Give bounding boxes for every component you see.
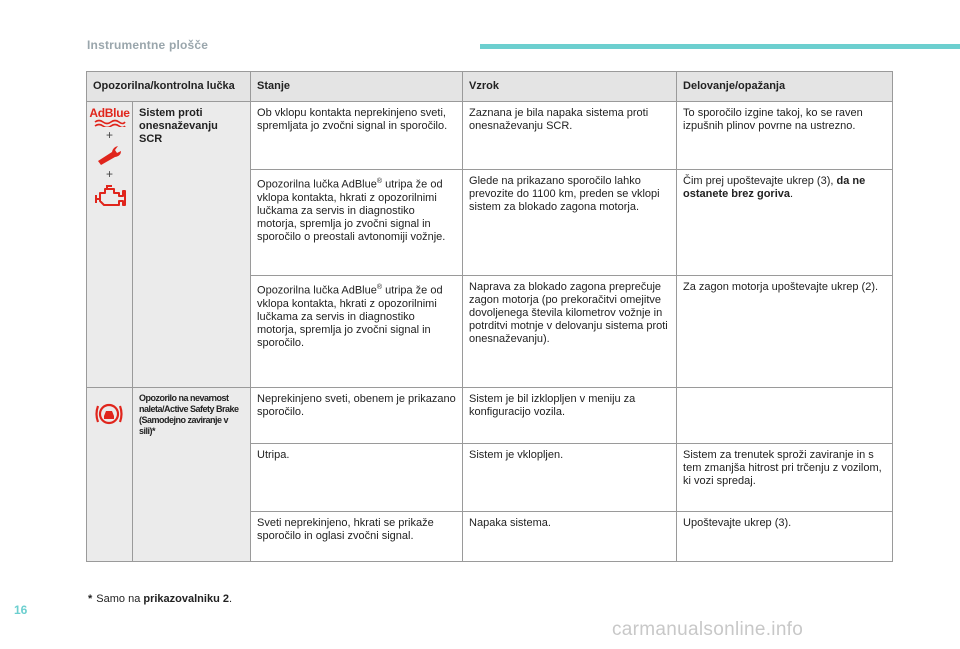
table-cell-cause: Napaka sistema. <box>463 512 677 562</box>
table-header-row <box>87 72 893 102</box>
plus-sign: + <box>105 128 113 142</box>
active-safety-brake-icon <box>93 398 125 430</box>
header-accent-bar <box>480 44 960 49</box>
table-cell-action: Čim prej upoštevajte ukrep (3), da ne ostanete brez goriva. <box>677 170 893 276</box>
table-cell-cause: Sistem je vklopljen. <box>463 444 677 512</box>
engine-diagnostic-icon <box>92 183 128 209</box>
page-number: 16 <box>14 603 28 617</box>
active-brake-system-name: Opozorilo na nevarnost naleta/Active Safety Brake (Samodejno zaviranje v sili)* <box>133 388 251 562</box>
column-header-action: Delovanje/opažanja <box>677 72 893 102</box>
table-cell-action: Upoštevajte ukrep (3). <box>677 512 893 562</box>
section-title: Instrumentne plošče <box>87 38 209 52</box>
footnote: * Samo na prikazovalniku 2. <box>88 593 233 605</box>
table-row <box>87 388 893 444</box>
table-cell-cause: Zaznana je bila napaka sistema proti onesnaževanju SCR. <box>463 102 677 170</box>
active-brake-icon-cell <box>87 388 133 562</box>
column-header-state: Stanje <box>251 72 463 102</box>
table-cell-state: Ob vklopu kontakta neprekinjeno sveti, spremljata jo zvočni signal in sporočilo. <box>251 102 463 170</box>
table-cell-state: Opozorilna lučka AdBlue® utripa že od vklopa kontakta, hkrati z opozorilnimi lučkama za servis in diagnostiko motorja, spremlja jo zvočni signal in sporočilo. <box>251 276 463 388</box>
table-cell-action: Za zagon motorja upoštevajte ukrep (2). <box>677 276 893 388</box>
table-cell-action: Sistem za trenutek sproži zaviranje in s tem zmanjša hitrost pri trčenju z vozilom, ki vozi spredaj. <box>677 444 893 512</box>
column-header-light: Opozorilna/kontrolna lučka <box>87 72 251 102</box>
table-cell-cause: Sistem je bil izklopljen v meniju za konfiguracijo vozila. <box>463 388 677 444</box>
table-cell-action <box>677 388 893 444</box>
footnote-marker: * <box>88 593 93 605</box>
watermark: carmanualsonline.info <box>612 619 804 640</box>
scr-icons-cell <box>87 102 133 388</box>
wrench-service-icon <box>95 144 125 166</box>
table-cell-state: Utripa. <box>251 444 463 512</box>
table-cell-cause: Naprava za blokado zagona preprečuje zagon motorja (po prekoračitvi omejitve dovoljenega števila kilometrov vožnje in potrditvi motnje v delovanju sistema proti onesnaževanju). <box>463 276 677 388</box>
table-cell-cause: Glede na prikazano sporočilo lahko prevozite do 1100 km, preden se vklopi sistem za blokado zagona motorja. <box>463 170 677 276</box>
scr-system-name: Sistem proti onesnaževanju SCR <box>133 102 251 388</box>
adblue-wave-icon <box>93 119 127 127</box>
table-cell-state: Opozorilna lučka AdBlue® utripa že od vklopa kontakta, hkrati z opozorilnimi lučkama za servis in diagnostiko motorja, spremlja jo zvočni signal in sporočilo o preostali avtonomiji vožnje. <box>251 170 463 276</box>
column-header-cause: Vzrok <box>463 72 677 102</box>
table-row <box>87 102 893 170</box>
table-cell-state: Sveti neprekinjeno, hkrati se prikaže sporočilo in oglasi zvočni signal. <box>251 512 463 562</box>
table-cell-state: Neprekinjeno sveti, obenem je prikazano sporočilo. <box>251 388 463 444</box>
warning-lights-table <box>86 71 893 562</box>
adblue-warning-icon: AdBlue <box>89 106 130 120</box>
table-cell-action: To sporočilo izgine takoj, ko se raven izpušnih plinov povrne na ustrezno. <box>677 102 893 170</box>
plus-sign: + <box>105 167 113 181</box>
